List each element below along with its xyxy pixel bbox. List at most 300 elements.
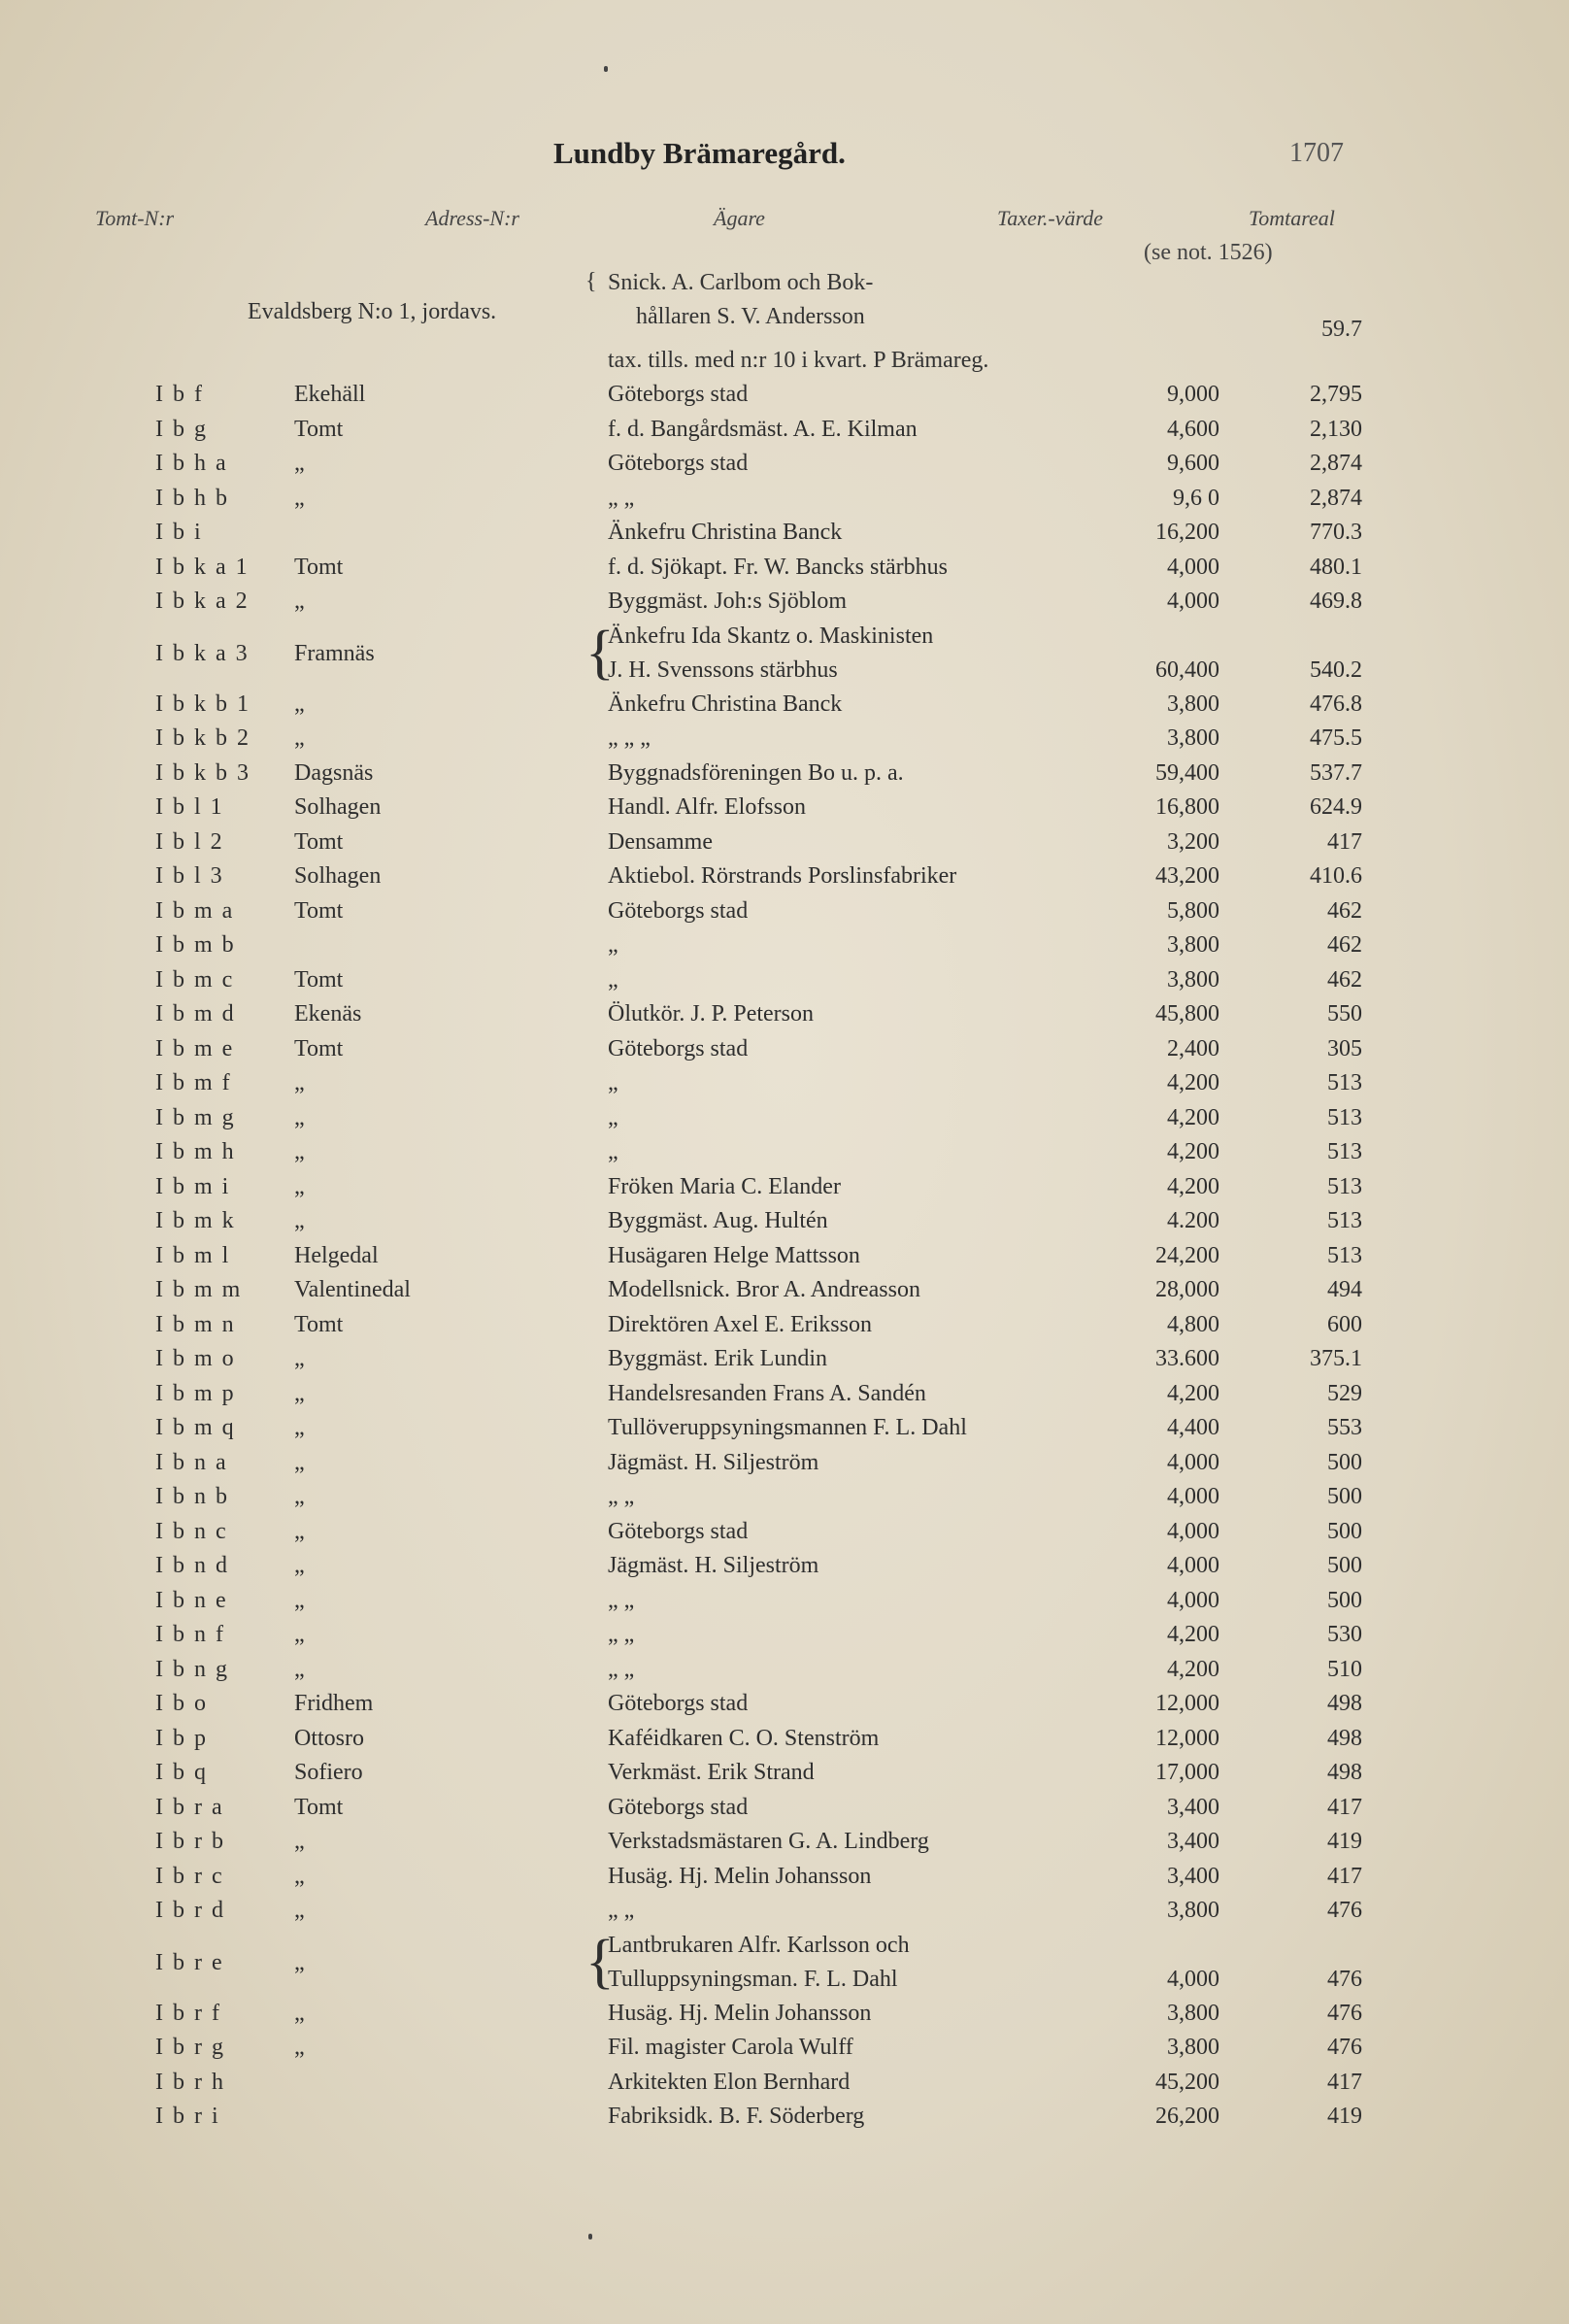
cell-tomt-nr: I b k a 1 [155, 554, 250, 580]
table-row [0, 1657, 1569, 1691]
table-row [0, 691, 1569, 725]
cell-taxeringsvarde: 4,200 [1167, 1622, 1219, 1647]
cell-tomtareal: 476.8 [1310, 690, 1362, 717]
page-title: Lundby Brämaregård. [553, 136, 846, 170]
cell-tomtareal: 417 [1327, 2069, 1362, 2095]
cell-taxeringsvarde: 3,800 [1167, 1898, 1219, 1923]
cell-tomt-nr: I b m g [155, 1104, 236, 1130]
cell-tomtareal: 513 [1327, 1139, 1362, 1164]
cell-adress: „ [294, 1415, 305, 1440]
cell-taxeringsvarde: 9,000 [1167, 382, 1219, 407]
cell-taxeringsvarde: 3,200 [1167, 828, 1219, 855]
cell-agare: „ „ [608, 1484, 635, 1509]
cell-adress: Ottosro [294, 1725, 364, 1751]
cell-tomtareal: 529 [1327, 1380, 1362, 1406]
cell-tomtareal: 500 [1327, 1484, 1362, 1509]
cell-tomtareal: 600 [1327, 1311, 1362, 1337]
cell-tomtareal: 375.1 [1310, 1346, 1362, 1371]
cell-tomt-nr: I b g [155, 416, 208, 442]
table-row [0, 1415, 1569, 1449]
cell-taxeringsvarde: 3,400 [1167, 1863, 1219, 1889]
cell-adress: „ [294, 1173, 305, 1199]
column-header-taxer: Taxer.-värde [997, 206, 1103, 230]
cell-tomtareal: 494 [1327, 1277, 1362, 1302]
cell-tomtareal: 500 [1327, 1449, 1362, 1475]
cell-taxeringsvarde: 4,200 [1167, 1070, 1219, 1095]
footnote-reference: (se not. 1526) [1144, 240, 1273, 265]
cell-adress: „ [294, 451, 305, 476]
table-row [0, 1346, 1569, 1380]
cell-tomt-nr: I b m n [155, 1311, 236, 1337]
cell-agare: Modellsnick. Bror A. Andreasson [608, 1277, 920, 1302]
cell-tomtareal: 770.3 [1310, 520, 1362, 545]
table-row [0, 451, 1569, 485]
cell-taxeringsvarde: 4,400 [1167, 1415, 1219, 1440]
cell-taxeringsvarde: 12,000 [1155, 1691, 1219, 1716]
cell-tomtareal: 417 [1327, 828, 1362, 855]
cell-agare: „ „ „ [608, 725, 651, 751]
cell-tomtareal: 410.6 [1310, 863, 1362, 889]
cell-agare: Göteborgs stad [608, 382, 749, 407]
cell-agare: „ „ [608, 485, 635, 511]
cell-tomtareal: 417 [1327, 1794, 1362, 1820]
table-row [0, 1070, 1569, 1104]
cell-taxeringsvarde: 28,000 [1155, 1277, 1219, 1302]
cell-tomt-nr: I b n c [155, 1518, 228, 1544]
cell-taxeringsvarde: 4,600 [1167, 416, 1219, 442]
cell-tomtareal: 419 [1327, 2104, 1362, 2129]
cell-agare: Aktiebol. Rörstrands Porslinsfabriker [608, 863, 957, 889]
table-row [0, 1795, 1569, 1829]
table-row [0, 1001, 1569, 1035]
cell-tomtareal: 419 [1327, 1829, 1362, 1854]
cell-adress: „ [294, 1484, 305, 1509]
cell-tomt-nr: I b m c [155, 966, 235, 993]
table-row [0, 2001, 1569, 2035]
cell-agare: Husäg. Hj. Melin Johansson [608, 1863, 872, 1889]
cell-adress: „ [294, 1587, 305, 1613]
intro-address: Evaldsberg N:o 1, jordavs. [248, 299, 497, 324]
cell-agare: Fil. magister Carola Wulff [608, 2035, 853, 2060]
intro-remark: tax. tills. med n:r 10 i kvart. P Brämareg. [608, 348, 989, 373]
cell-tomt-nr: I b n e [155, 1587, 228, 1613]
table-row [0, 1174, 1569, 1208]
table-row [0, 1312, 1569, 1346]
cell-tomtareal: 550 [1327, 1001, 1362, 1027]
table-row [0, 829, 1569, 863]
cell-agare: Änkefru Christina Banck [608, 690, 843, 717]
cell-agare: Tullöveruppsyningsmannen F. L. Dahl [608, 1415, 967, 1440]
cell-agare-continued: Tulluppsyningsman. F. L. Dahl [608, 1966, 898, 1992]
cell-tomtareal: 537.7 [1310, 759, 1362, 786]
cell-adress: Tomt [294, 1035, 344, 1061]
cell-adress: Dagsnäs [294, 759, 374, 786]
cell-tomt-nr: I b m d [155, 1001, 236, 1027]
cell-tomtareal: 305 [1327, 1035, 1362, 1061]
table-row [0, 1277, 1569, 1311]
table-row [0, 589, 1569, 623]
cell-tomt-nr: I b m k [155, 1208, 236, 1233]
cell-tomt-nr: I b k a 2 [155, 589, 250, 614]
table-row [0, 1829, 1569, 1863]
table-row [0, 1898, 1569, 1932]
cell-taxeringsvarde: 43,200 [1155, 863, 1219, 889]
column-header-tomt: Tomt-N:r [95, 206, 175, 230]
intro-owner-line1: Snick. A. Carlbom och Bok- [608, 270, 874, 295]
cell-tomtareal: 498 [1327, 1691, 1362, 1716]
cell-tomt-nr: I b h a [155, 451, 228, 476]
table-row [0, 1726, 1569, 1760]
cell-agare: „ „ [608, 1898, 635, 1923]
cell-taxeringsvarde: 9,6 0 [1173, 485, 1219, 511]
cell-taxeringsvarde: 24,200 [1155, 1242, 1219, 1268]
cell-taxeringsvarde: 4,000 [1167, 554, 1219, 580]
cell-agare: Husägaren Helge Mattsson [608, 1242, 860, 1268]
cell-taxeringsvarde: 2,400 [1167, 1035, 1219, 1061]
cell-agare: Fröken Maria C. Elander [608, 1173, 841, 1199]
cell-agare: Direktören Axel E. Eriksson [608, 1311, 872, 1337]
cell-tomt-nr: I b m m [155, 1277, 243, 1302]
cell-tomtareal: 2,874 [1310, 451, 1362, 476]
cell-tomt-nr: I b r e [155, 1949, 224, 1975]
cell-taxeringsvarde: 4,000 [1167, 1966, 1219, 1992]
cell-agare: „ [608, 1104, 618, 1130]
cell-tomtareal: 462 [1327, 966, 1362, 993]
cell-adress: „ [294, 2000, 305, 2026]
cell-agare: Byggmäst. Aug. Hultén [608, 1208, 828, 1233]
table-row [0, 2035, 1569, 2069]
cell-adress: Ekenäs [294, 1001, 362, 1027]
cell-agare: Fabriksidk. B. F. Söderberg [608, 2104, 865, 2129]
cell-tomt-nr: I b r a [155, 1794, 224, 1820]
cell-taxeringsvarde: 3,800 [1167, 725, 1219, 751]
cell-adress: „ [294, 1104, 305, 1130]
cell-agare: Arkitekten Elon Bernhard [608, 2069, 851, 2095]
cell-taxeringsvarde: 4,000 [1167, 1587, 1219, 1613]
cell-agare: Byggmäst. Erik Lundin [608, 1346, 827, 1371]
cell-adress: Valentinedal [294, 1277, 411, 1302]
table-row [0, 2070, 1569, 2104]
cell-tomt-nr: I b l 3 [155, 863, 224, 889]
cell-tomt-nr: I b r g [155, 2035, 225, 2060]
cell-tomtareal: 475.5 [1310, 725, 1362, 751]
cell-taxeringsvarde: 3,800 [1167, 2000, 1219, 2026]
cell-adress: „ [294, 1070, 305, 1095]
cell-tomt-nr: I b l 1 [155, 794, 224, 820]
cell-agare: Änkefru Christina Banck [608, 520, 843, 545]
cell-adress: „ [294, 589, 305, 614]
cell-taxeringsvarde: 16,800 [1155, 794, 1219, 820]
cell-adress: „ [294, 1553, 305, 1578]
cell-tomt-nr: I b k b 1 [155, 690, 250, 717]
cell-tomt-nr: I b m e [155, 1035, 235, 1061]
table-row [0, 382, 1569, 416]
cell-adress: „ [294, 1346, 305, 1371]
cell-tomtareal: 417 [1327, 1863, 1362, 1889]
table-row [0, 1864, 1569, 1898]
cell-agare-continued: J. H. Svenssons stärbhus [608, 657, 838, 683]
cell-taxeringsvarde: 3,800 [1167, 690, 1219, 717]
cell-tomt-nr: I b i [155, 520, 203, 545]
table-row [0, 619, 1569, 691]
cell-taxeringsvarde: 60,400 [1155, 657, 1219, 683]
cell-taxeringsvarde: 4.200 [1167, 1208, 1219, 1233]
cell-adress: Tomt [294, 1794, 344, 1820]
cell-taxeringsvarde: 3,400 [1167, 1829, 1219, 1854]
cell-agare: Verkstadsmästaren G. A. Lindberg [608, 1829, 929, 1854]
cell-adress: „ [294, 1949, 305, 1975]
cell-tomt-nr: I b r c [155, 1863, 224, 1889]
table-row [0, 1553, 1569, 1587]
cell-tomtareal: 513 [1327, 1070, 1362, 1095]
cell-tomtareal: 500 [1327, 1518, 1362, 1544]
cell-agare: Verkmäst. Erik Strand [608, 1760, 815, 1785]
cell-agare: f. d. Sjökapt. Fr. W. Bancks stärbhus [608, 554, 949, 580]
cell-agare: Kaféidkaren C. O. Stenström [608, 1725, 880, 1751]
table-row [0, 1519, 1569, 1553]
cell-agare: Göteborgs stad [608, 1794, 749, 1820]
cell-adress: „ [294, 1898, 305, 1923]
table-row [0, 486, 1569, 520]
cell-agare: f. d. Bangårdsmäst. A. E. Kilman [608, 416, 918, 442]
cell-adress: „ [294, 1139, 305, 1164]
cell-agare: „ [608, 966, 618, 993]
cell-adress: „ [294, 1622, 305, 1647]
cell-adress: „ [294, 725, 305, 751]
cell-tomt-nr: I b q [155, 1760, 208, 1785]
cell-taxeringsvarde: 3,800 [1167, 932, 1219, 958]
cell-tomt-nr: I b m q [155, 1415, 236, 1440]
cell-tomtareal: 476 [1327, 1966, 1362, 1992]
cell-tomt-nr: I b k a 3 [155, 640, 250, 666]
table-row [0, 967, 1569, 1001]
table-row [0, 1484, 1569, 1518]
cell-agare: Göteborgs stad [608, 1518, 749, 1544]
cell-agare: Göteborgs stad [608, 451, 749, 476]
table-row [0, 1450, 1569, 1484]
table-row [0, 417, 1569, 451]
cell-tomt-nr: I b k b 2 [155, 725, 250, 751]
cell-tomtareal: 476 [1327, 2000, 1362, 2026]
cell-agare: Änkefru Ida Skantz o. Maskinisten [608, 623, 934, 649]
cell-agare: „ [608, 1139, 618, 1164]
cell-tomt-nr: I b m l [155, 1242, 231, 1268]
table-row [0, 1622, 1569, 1656]
cell-adress: Tomt [294, 1311, 344, 1337]
cell-agare: Lantbrukaren Alfr. Karlsson och [608, 1932, 910, 1958]
cell-adress: „ [294, 1863, 305, 1889]
cell-tomt-nr: I b r i [155, 2104, 220, 2129]
cell-agare: Byggnadsföreningen Bo u. p. a. [608, 759, 904, 786]
intro-area: 59.7 [1321, 317, 1362, 342]
table-row [0, 520, 1569, 554]
table-row [0, 1036, 1569, 1070]
brace-glyph: { [585, 269, 597, 294]
brace-glyph: { [585, 619, 615, 686]
cell-tomt-nr: I b f [155, 382, 204, 407]
cell-tomtareal: 2,130 [1310, 416, 1362, 442]
cell-tomt-nr: I b m p [155, 1380, 236, 1406]
cell-tomtareal: 624.9 [1310, 794, 1362, 820]
table-row [0, 863, 1569, 897]
cell-adress: „ [294, 2035, 305, 2060]
cell-tomt-nr: I b m b [155, 932, 236, 958]
brace-glyph: { [585, 1928, 615, 1995]
cell-agare: Byggmäst. Joh:s Sjöblom [608, 589, 848, 614]
column-header-adress: Adress-N:r [425, 206, 519, 230]
cell-taxeringsvarde: 3,800 [1167, 966, 1219, 993]
cell-adress: „ [294, 1208, 305, 1233]
cell-agare: Densamme [608, 828, 713, 855]
cell-tomt-nr: I b r d [155, 1898, 225, 1923]
cell-adress: „ [294, 1380, 305, 1406]
cell-tomtareal: 462 [1327, 897, 1362, 924]
cell-agare: Ölutkör. J. P. Peterson [608, 1001, 815, 1027]
cell-agare: „ [608, 932, 618, 958]
cell-adress: Solhagen [294, 794, 382, 820]
cell-tomt-nr: I b m h [155, 1139, 236, 1164]
table-row [0, 1139, 1569, 1173]
cell-taxeringsvarde: 4,000 [1167, 1518, 1219, 1544]
cell-tomt-nr: I b n f [155, 1622, 225, 1647]
cell-adress: „ [294, 485, 305, 511]
cell-adress: Tomt [294, 966, 344, 993]
intro-owner-line2: hållaren S. V. Andersson [636, 304, 865, 329]
cell-agare: Jägmäst. H. Siljeström [608, 1553, 819, 1578]
cell-tomtareal: 540.2 [1310, 657, 1362, 683]
cell-taxeringsvarde: 4,000 [1167, 1449, 1219, 1475]
table-row [0, 760, 1569, 794]
cell-taxeringsvarde: 4,000 [1167, 1484, 1219, 1509]
table-row [0, 932, 1569, 966]
table-row [0, 794, 1569, 828]
table-row [0, 1760, 1569, 1794]
cell-tomtareal: 2,795 [1310, 382, 1362, 407]
table-row [0, 1588, 1569, 1622]
cell-tomtareal: 513 [1327, 1208, 1362, 1233]
cell-tomt-nr: I b r b [155, 1829, 225, 1854]
cell-tomt-nr: I b h b [155, 485, 229, 511]
print-speck [588, 2234, 592, 2240]
cell-taxeringsvarde: 45,200 [1155, 2069, 1219, 2095]
cell-agare: Handl. Alfr. Elofsson [608, 794, 806, 820]
cell-tomtareal: 498 [1327, 1760, 1362, 1785]
cell-adress: Solhagen [294, 863, 382, 889]
cell-tomt-nr: I b m o [155, 1346, 236, 1371]
table-row [0, 898, 1569, 932]
cell-tomtareal: 480.1 [1310, 554, 1362, 580]
cell-agare: „ „ [608, 1587, 635, 1613]
cell-adress: Framnäs [294, 640, 375, 666]
cell-tomtareal: 513 [1327, 1242, 1362, 1268]
cell-agare: Jägmäst. H. Siljeström [608, 1449, 819, 1475]
cell-tomtareal: 553 [1327, 1415, 1362, 1440]
cell-taxeringsvarde: 45,800 [1155, 1001, 1219, 1027]
cell-adress: Tomt [294, 554, 344, 580]
column-header-agare: Ägare [714, 206, 765, 230]
cell-tomt-nr: I b l 2 [155, 828, 224, 855]
cell-tomtareal: 498 [1327, 1725, 1362, 1751]
column-header-areal: Tomtareal [1249, 206, 1335, 230]
cell-tomtareal: 513 [1327, 1173, 1362, 1199]
cell-agare: Husäg. Hj. Melin Johansson [608, 2000, 872, 2026]
cell-tomt-nr: I b n a [155, 1449, 228, 1475]
cell-adress: Tomt [294, 416, 344, 442]
cell-tomtareal: 500 [1327, 1553, 1362, 1578]
cell-taxeringsvarde: 3,400 [1167, 1794, 1219, 1820]
cell-tomtareal: 462 [1327, 932, 1362, 958]
cell-taxeringsvarde: 12,000 [1155, 1725, 1219, 1751]
cell-agare: Göteborgs stad [608, 1035, 749, 1061]
cell-taxeringsvarde: 4,200 [1167, 1104, 1219, 1130]
cell-tomt-nr: I b m i [155, 1173, 231, 1199]
cell-agare: Göteborgs stad [608, 897, 749, 924]
cell-tomt-nr: I b m a [155, 897, 235, 924]
cell-tomt-nr: I b p [155, 1725, 208, 1751]
cell-tomtareal: 510 [1327, 1656, 1362, 1682]
cell-tomtareal: 469.8 [1310, 589, 1362, 614]
cell-tomtareal: 2,874 [1310, 485, 1362, 511]
print-speck [604, 66, 608, 72]
table-row [0, 1928, 1569, 2001]
cell-taxeringsvarde: 33.600 [1155, 1346, 1219, 1371]
table-row [0, 1208, 1569, 1242]
cell-taxeringsvarde: 4,200 [1167, 1380, 1219, 1406]
cell-tomtareal: 476 [1327, 2035, 1362, 2060]
cell-taxeringsvarde: 16,200 [1155, 520, 1219, 545]
cell-adress: Helgedal [294, 1242, 379, 1268]
cell-adress: „ [294, 1449, 305, 1475]
cell-taxeringsvarde: 4,000 [1167, 1553, 1219, 1578]
cell-agare: Handelsresanden Frans A. Sandén [608, 1380, 926, 1406]
table-row [0, 1105, 1569, 1139]
cell-adress: Sofiero [294, 1760, 363, 1785]
cell-adress: „ [294, 1518, 305, 1544]
cell-tomt-nr: I b n d [155, 1553, 229, 1578]
cell-tomt-nr: I b r h [155, 2069, 225, 2095]
cell-taxeringsvarde: 3,800 [1167, 2035, 1219, 2060]
cell-taxeringsvarde: 4,000 [1167, 589, 1219, 614]
table-row [0, 2104, 1569, 2138]
table-row [0, 1243, 1569, 1277]
table-row [0, 555, 1569, 589]
cell-tomtareal: 513 [1327, 1104, 1362, 1130]
table-row [0, 1381, 1569, 1415]
cell-tomt-nr: I b k b 3 [155, 759, 250, 786]
cell-taxeringsvarde: 5,800 [1167, 897, 1219, 924]
cell-tomt-nr: I b o [155, 1691, 208, 1716]
cell-tomt-nr: I b m f [155, 1070, 232, 1095]
cell-agare: Göteborgs stad [608, 1691, 749, 1716]
cell-adress: Tomt [294, 828, 344, 855]
cell-adress: „ [294, 1656, 305, 1682]
cell-agare: „ „ [608, 1656, 635, 1682]
page-number: 1707 [1289, 138, 1344, 168]
cell-taxeringsvarde: 59,400 [1155, 759, 1219, 786]
cell-taxeringsvarde: 26,200 [1155, 2104, 1219, 2129]
cell-adress: Ekehäll [294, 382, 366, 407]
cell-taxeringsvarde: 4,200 [1167, 1139, 1219, 1164]
cell-adress: „ [294, 1829, 305, 1854]
cell-taxeringsvarde: 4,200 [1167, 1173, 1219, 1199]
cell-adress: Fridhem [294, 1691, 374, 1716]
cell-tomtareal: 530 [1327, 1622, 1362, 1647]
cell-tomt-nr: I b n g [155, 1656, 229, 1682]
cell-tomtareal: 476 [1327, 1898, 1362, 1923]
cell-agare: „ „ [608, 1622, 635, 1647]
cell-tomtareal: 500 [1327, 1587, 1362, 1613]
cell-taxeringsvarde: 4,200 [1167, 1656, 1219, 1682]
